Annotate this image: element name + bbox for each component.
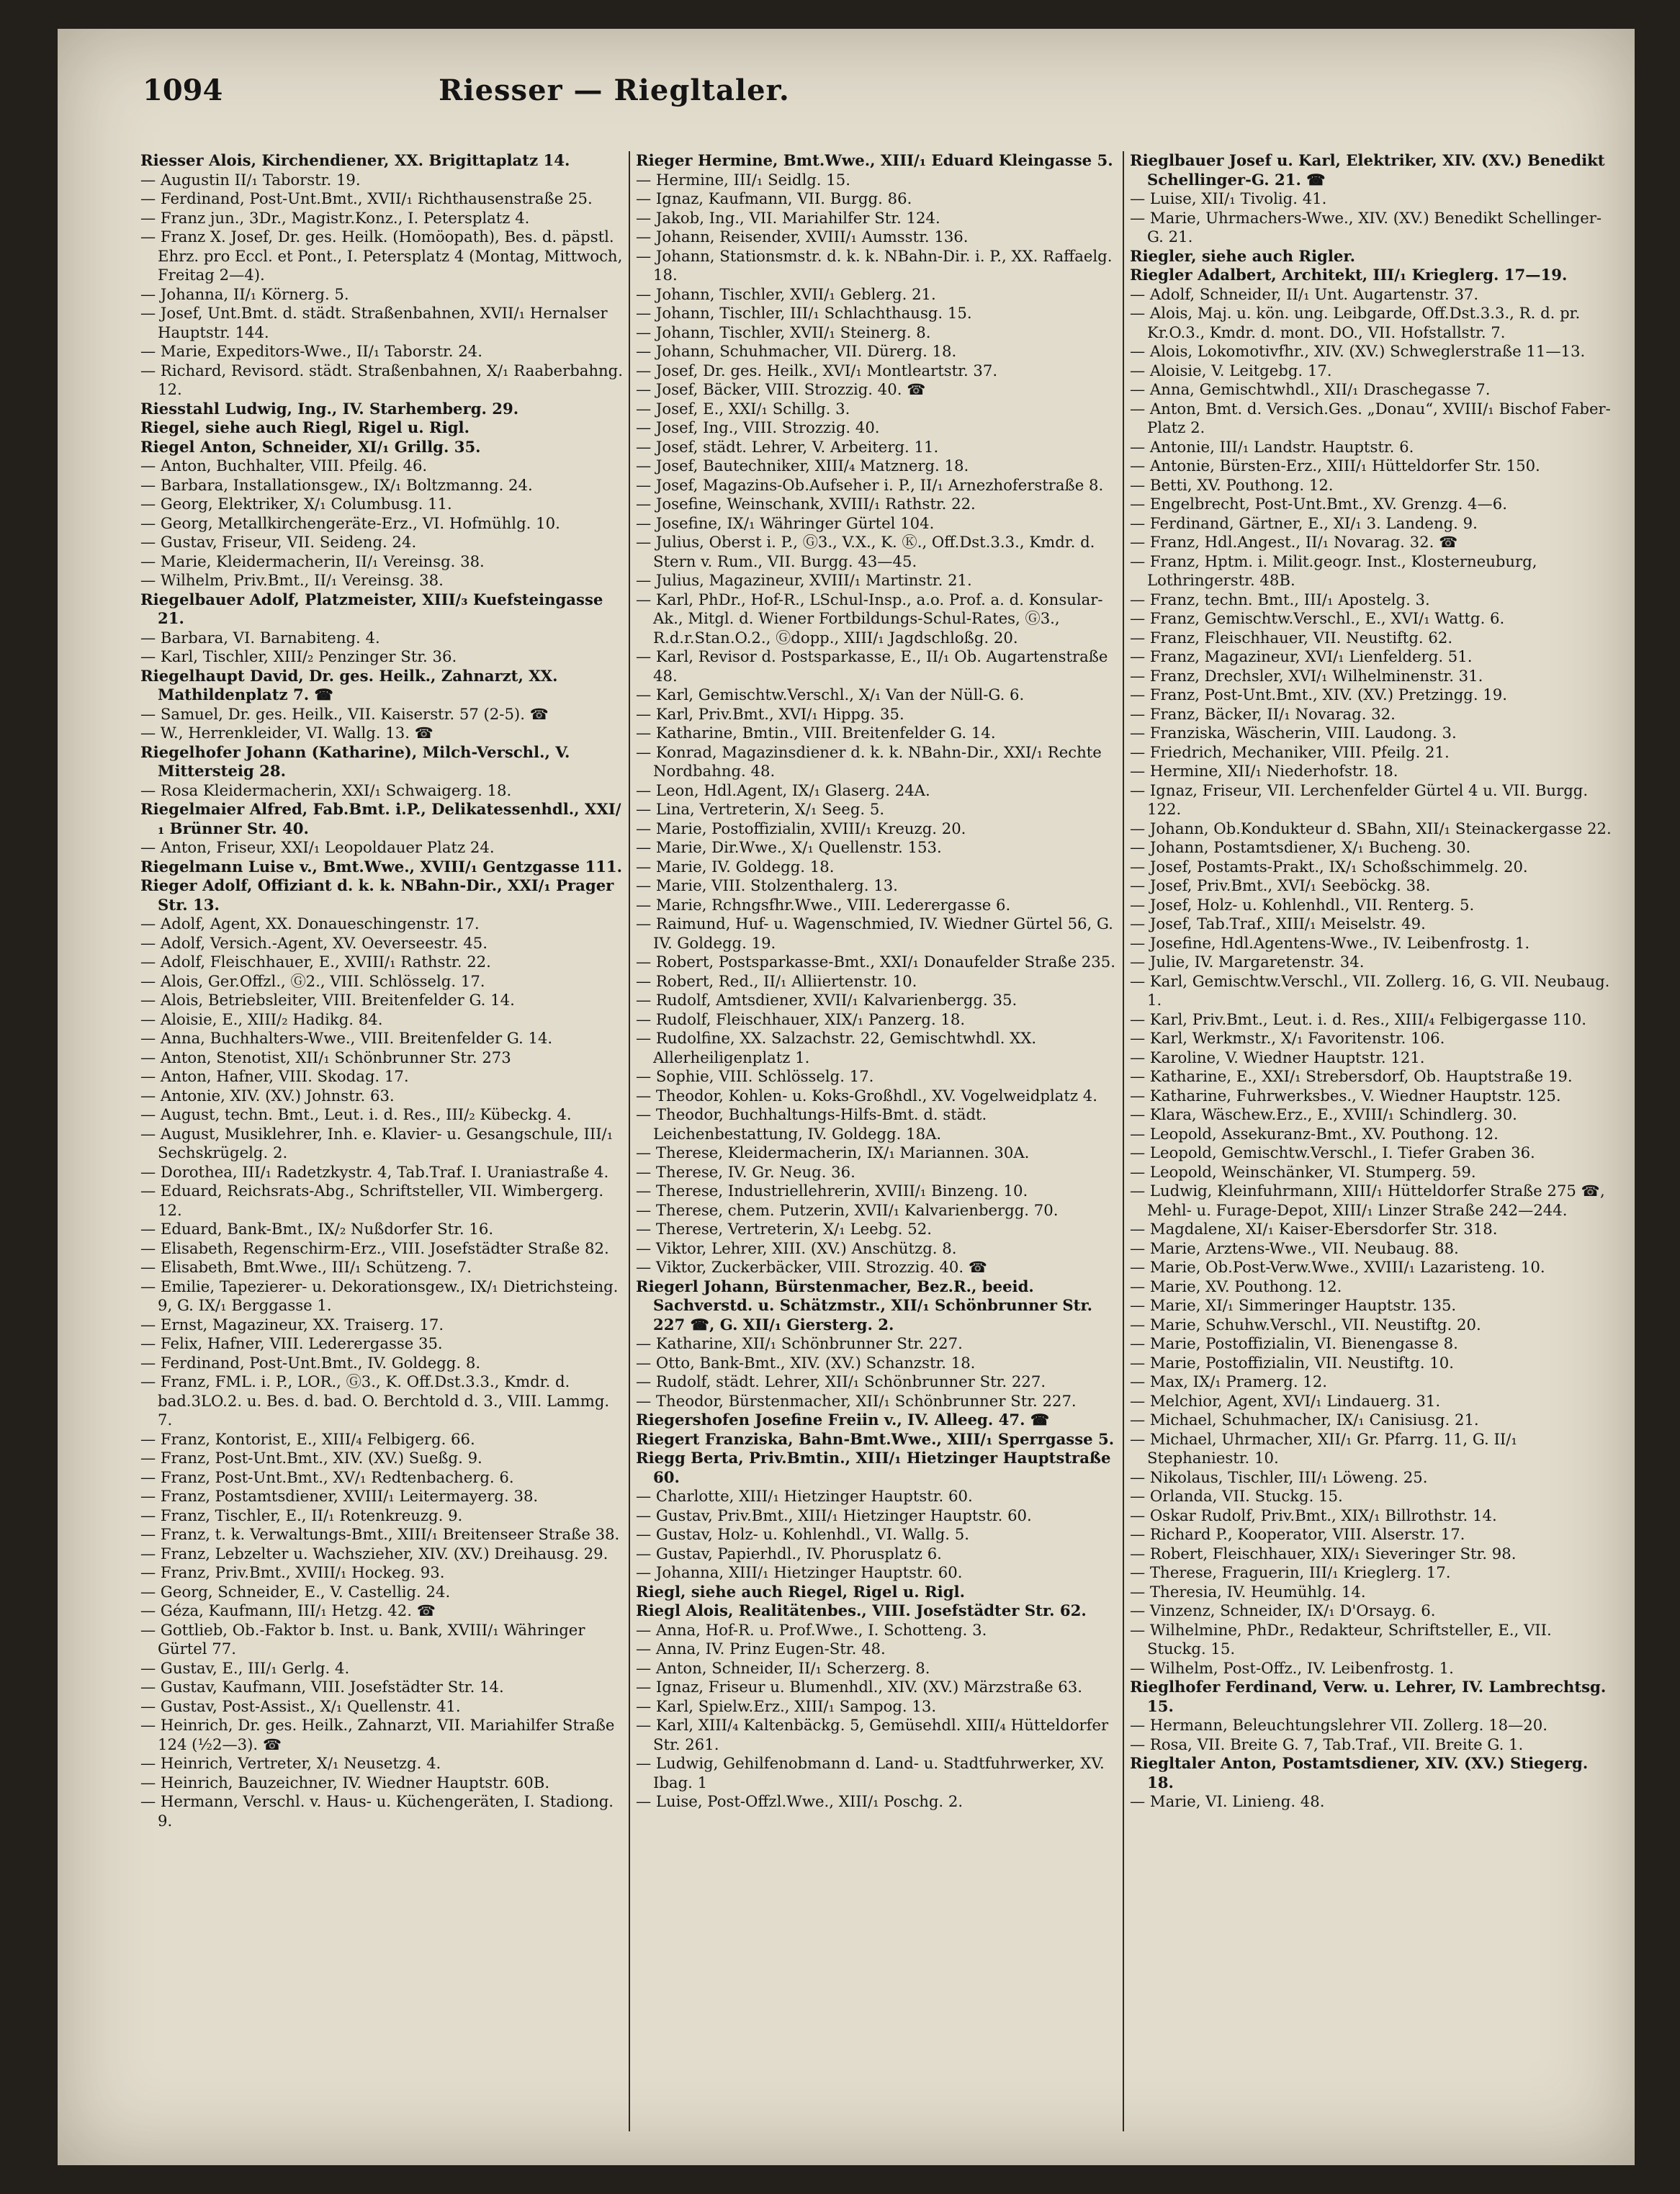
entry-line: — Theodor, Bürstenmacher, XII/₁ Schönbrunner Str. 227. bbox=[636, 1391, 1077, 1410]
entry-line: — Leon, Hdl.Agent, IX/₁ Glaserg. 24A. bbox=[636, 781, 930, 799]
entry-line: — Jakob, Ing., VII. Mariahilfer Str. 124. bbox=[636, 208, 940, 227]
entry-line: — Katharine, Fuhrwerksbes., V. Wiedner Hauptstr. 125. bbox=[1130, 1086, 1561, 1105]
entry-line: — Josef, Ing., VIII. Strozzig. 40. bbox=[636, 418, 880, 436]
surname-entry: Riesstahl Ludwig, Ing., IV. Starhemberg. 29. bbox=[140, 399, 519, 418]
entry-line: — Karl, Priv.Bmt., Leut. i. d. Res., XIII/₄ Felbigergasse 110. bbox=[1130, 1010, 1586, 1028]
entry-line: — Rosa Kleidermacherin, XXI/₁ Schwaigerg. 18. bbox=[140, 781, 512, 799]
surname-entry: Riegelmaier Alfred, Fab.Bmt. i.P., Delikatessenhdl., XXI/₁ Brünner Str. 40. bbox=[140, 800, 621, 837]
entry-line: — Franz, Magazineur, XVI/₁ Lienfelderg. 51. bbox=[1130, 647, 1473, 665]
entry-line: — Hermine, XII/₁ Niederhofstr. 18. bbox=[1130, 762, 1398, 780]
entry-line: — Georg, Schneider, E., V. Castellig. 24. bbox=[140, 1582, 451, 1601]
surname-entry: Riegler Adalbert, Architekt, III/₁ Krieglerg. 17—19. bbox=[1130, 266, 1568, 284]
surname-entry: Riegelmann Luise v., Bmt.Wwe., XVIII/₁ Gentzgasse 111. bbox=[140, 857, 623, 876]
entry-line: — Katharine, XII/₁ Schönbrunner Str. 227. bbox=[636, 1334, 963, 1352]
surname-entry: Rieglhofer Ferdinand, Verw. u. Lehrer, IV. Lambrechtsg. 15. bbox=[1130, 1678, 1607, 1715]
entry-line: — Therese, Vertreterin, X/₁ Leebg. 52. bbox=[636, 1220, 932, 1238]
entry-line: — Franz, Drechsler, XVI/₁ Wilhelminenstr. 31. bbox=[1130, 666, 1483, 685]
entry-line: — Anna, Gemischtwhdl., XII/₁ Draschegasse 7. bbox=[1130, 380, 1491, 398]
entry-line: — Franz, Priv.Bmt., XVIII/₁ Hockeg. 93. bbox=[140, 1563, 445, 1581]
entry-line: — Raimund, Huf- u. Wagenschmied, IV. Wiedner Gürtel 56, G. IV. Goldegg. 19. bbox=[636, 914, 1113, 952]
entry-line: — Leopold, Assekuranz-Bmt., XV. Pouthong. 12. bbox=[1130, 1124, 1499, 1143]
entry-line: — Karl, Tischler, XIII/₂ Penzinger Str. 36. bbox=[140, 647, 457, 665]
entry-line: — Gustav, Papierhdl., IV. Phorusplatz 6. bbox=[636, 1544, 942, 1563]
entry-line: — Anna, Buchhalters-Wwe., VIII. Breitenfelder G. 14. bbox=[140, 1029, 553, 1047]
entry-line: — Josef, Unt.Bmt. d. städt. Straßenbahnen, XVII/₁ Hernalser Hauptstr. 144. bbox=[140, 304, 608, 341]
entry-line: — Josefine, Weinschank, XVIII/₁ Rathstr. 22. bbox=[636, 495, 976, 513]
entry-line: — Karl, Revisor d. Postsparkasse, E., II/₁ Ob. Augartenstraße 48. bbox=[636, 647, 1108, 685]
entry-line: — Konrad, Magazinsdiener d. k. k. NBahn-Dir., XXI/₁ Rechte Nordbahng. 48. bbox=[636, 742, 1102, 780]
entry-line: — August, techn. Bmt., Leut. i. d. Res., III/₂ Kübeckg. 4. bbox=[140, 1105, 572, 1123]
entry-line: — Dorothea, III/₁ Radetzkystr. 4, Tab.Traf. I. Uraniastraße 4. bbox=[140, 1162, 609, 1181]
entry-line: — Johann, Stationsmstr. d. k. k. NBahn-Dir. i. P., XX. Raffaelg. 18. bbox=[636, 246, 1113, 284]
entry-line: — Gottlieb, Ob.-Faktor b. Inst. u. Bank, XVIII/₁ Währinger Gürtel 77. bbox=[140, 1620, 585, 1658]
entry-line: — Anton, Bmt. d. Versich.Ges. „Donau“, XVIII/₁ Bischof Faber-Platz 2. bbox=[1130, 399, 1611, 436]
entry-line: — Franz, Fleischhauer, VII. Neustiftg. 62. bbox=[1130, 628, 1453, 647]
entry-line: — Josef, Postamts-Prakt., IX/₁ Schoßschimmelg. 20. bbox=[1130, 857, 1528, 876]
entry-line: — Elisabeth, Regenschirm-Erz., VIII. Josefstädter Straße 82. bbox=[140, 1238, 609, 1257]
entry-line: — Therese, chem. Putzerin, XVII/₁ Kalvarienbergg. 70. bbox=[636, 1200, 1059, 1219]
entry-line: — Karl, Priv.Bmt., XVI/₁ Hippg. 35. bbox=[636, 704, 904, 723]
entry-line: — Anna, Hof-R. u. Prof.Wwe., I. Schotteng. 3. bbox=[636, 1620, 987, 1639]
entry-line: — Johann, Ob.Kondukteur d. SBahn, XII/₁ Steinackergasse 22. bbox=[1130, 819, 1612, 837]
entry-line: — Gustav, Friseur, VII. Seideng. 24. bbox=[140, 533, 417, 551]
entry-line: — Heinrich, Dr. ges. Heilk., Zahnarzt, VII. Mariahilfer Straße 124 (½2—3). ☎ bbox=[140, 1716, 615, 1753]
entry-line: — Hermann, Verschl. v. Haus- u. Küchengeräten, I. Stadiong. 9. bbox=[140, 1792, 614, 1830]
entry-line: — Eduard, Reichsrats-Abg., Schriftsteller, VII. Wimbergerg. 12. bbox=[140, 1182, 604, 1219]
entry-line: — Johann, Tischler, XVII/₁ Steinerg. 8. bbox=[636, 323, 931, 341]
entry-line: — Rudolf, städt. Lehrer, XII/₁ Schönbrunner Str. 227. bbox=[636, 1372, 1046, 1390]
entry-line: — Rudolf, Amtsdiener, XVII/₁ Kalvarienbergg. 35. bbox=[636, 991, 1018, 1009]
entry-line: — Anton, Schneider, II/₁ Scherzerg. 8. bbox=[636, 1658, 930, 1677]
entry-line: — Johann, Postamtsdiener, X/₁ Bucheng. 30. bbox=[1130, 838, 1471, 856]
entry-line: — Karl, Gemischtw.Verschl., VII. Zollerg. 16, G. VII. Neubaug. 1. bbox=[1130, 971, 1610, 1009]
surname-entry: Riegel Anton, Schneider, XI/₁ Grillg. 35. bbox=[140, 437, 481, 456]
surname-entry: Riegelhofer Johann (Katharine), Milch-Verschl., V. Mittersteig 28. bbox=[140, 742, 570, 780]
surname-entry: Riegerl Johann, Bürstenmacher, Bez.R., beeid. Sachverstd. u. Schätzmstr., XII/₁ Schönbrunner Str. 227 ☎, G. XII/₁ Giersterg. 2. bbox=[636, 1277, 1093, 1334]
entry-line: — Orlanda, VII. Stuckg. 15. bbox=[1130, 1487, 1343, 1505]
entry-line: — Michael, Schuhmacher, IX/₁ Canisiusg. 21. bbox=[1130, 1411, 1479, 1429]
entry-line: — Josef, Bäcker, VIII. Strozzig. 40. ☎ bbox=[636, 380, 926, 398]
entry-line: — Aloisie, V. Leitgebg. 17. bbox=[1130, 361, 1332, 379]
entry-line: — Franz, FML. i. P., LOR., Ⓖ3., K. Off.Dst.3.3., Kmdr. d. bad.3LO.2. u. Bes. d. bad. O. Berchtold d. 3., VIII. Lammg. 7. bbox=[140, 1372, 610, 1429]
entry-line: — Hermann, Beleuchtungslehrer VII. Zollerg. 18—20. bbox=[1130, 1716, 1548, 1734]
entry-line: — Julie, IV. Margaretenstr. 34. bbox=[1130, 953, 1365, 971]
page-header bbox=[143, 73, 1086, 117]
entry-line: — Ludwig, Kleinfuhrmann, XIII/₁ Hütteldorfer Straße 275 ☎, Mehl- u. Furage-Depot, XIII/₁ Linzer Straße 242—244. bbox=[1130, 1182, 1605, 1219]
entry-line: — Ferdinand, Post-Unt.Bmt., IV. Goldegg. 8. bbox=[140, 1353, 481, 1372]
entry-line: — Josef, Magazins-Ob.Aufseher i. P., II/₁ Arnezhoferstraße 8. bbox=[636, 475, 1104, 494]
entry-line: — Katharine, E., XXI/₁ Strebersdorf, Ob. Hauptstraße 19. bbox=[1130, 1067, 1573, 1085]
entry-line: — Oskar Rudolf, Priv.Bmt., XIX/₁ Billrothstr. 14. bbox=[1130, 1506, 1497, 1524]
entry-line: — August, Musiklehrer, Inh. e. Klavier- u. Gesangschule, III/₁ Sechskrügelg. 2. bbox=[140, 1124, 614, 1161]
entry-line: — Therese, Industriellehrerin, XVIII/₁ Binzeng. 10. bbox=[636, 1182, 1028, 1200]
entry-line: — Michael, Uhrmacher, XII/₁ Gr. Pfarrg. 11, G. II/₁ Stephaniestr. 10. bbox=[1130, 1429, 1517, 1467]
entry-line: — Hermine, III/₁ Seidlg. 15. bbox=[636, 170, 850, 189]
surname-entry: Rieger Hermine, Bmt.Wwe., XIII/₁ Eduard Kleingasse 5. bbox=[636, 151, 1113, 169]
entry-line: — Engelbrecht, Post-Unt.Bmt., XV. Grenzg. 4—6. bbox=[1130, 495, 1507, 513]
entry-line: — Wilhelm, Post-Offz., IV. Leibenfrostg. 1. bbox=[1130, 1658, 1454, 1677]
entry-line: — Marie, Rchngsfhr.Wwe., VIII. Lederergasse 6. bbox=[636, 895, 1011, 914]
entry-line: — Ernst, Magazineur, XX. Traiserg. 17. bbox=[140, 1315, 444, 1334]
entry-line: — Alois, Ger.Offzl., Ⓖ2., VIII. Schlösselg. 17. bbox=[140, 971, 485, 990]
surname-entry: Riegl, siehe auch Riegel, Rigel u. Rigl. bbox=[636, 1582, 965, 1601]
entry-line: — Wilhelm, Priv.Bmt., II/₁ Vereinsg. 38. bbox=[140, 571, 444, 589]
entry-line: — Richard P., Kooperator, VIII. Alserstr. 17. bbox=[1130, 1525, 1465, 1543]
entry-line: — Rosa, VII. Breite G. 7, Tab.Traf., VII. Breite G. 1. bbox=[1130, 1735, 1524, 1753]
entry-line: — Samuel, Dr. ges. Heilk., VII. Kaiserstr. 57 (2-5). ☎ bbox=[140, 704, 549, 723]
running-head: Riesser — Riegltaler. bbox=[439, 73, 790, 107]
entry-line: — Johann, Reisender, XVIII/₁ Aumsstr. 136. bbox=[636, 228, 969, 246]
entry-line: — Ferdinand, Gärtner, E., XI/₁ 3. Landeng. 9. bbox=[1130, 513, 1478, 532]
entry-line: — Adolf, Agent, XX. Donaueschingenstr. 17. bbox=[140, 914, 480, 932]
surname-entry: Riegler, siehe auch Rigler. bbox=[1130, 246, 1355, 265]
surname-entry: Rieger Adolf, Offiziant d. k. k. NBahn-Dir., XXI/₁ Prager Str. 13. bbox=[140, 876, 614, 914]
entry-line: — Elisabeth, Bmt.Wwe., III/₁ Schützeng. 7. bbox=[140, 1258, 472, 1276]
entry-line: — Leopold, Gemischtw.Verschl., I. Tiefer Graben 36. bbox=[1130, 1143, 1535, 1161]
surname-entry: Riegg Berta, Priv.Bmtin., XIII/₁ Hietzinger Hauptstraße 60. bbox=[636, 1449, 1111, 1486]
entry-line: — Franz, Post-Unt.Bmt., XIV. (XV.) Pretzingg. 19. bbox=[1130, 685, 1508, 703]
entry-line: — Felix, Hafner, VIII. Lederergasse 35. bbox=[140, 1334, 443, 1352]
entry-line: — Luise, Post-Offzl.Wwe., XIII/₁ Poschg. 2. bbox=[636, 1792, 963, 1810]
entry-line: — Josef, Bautechniker, XIII/₄ Matznerg. 18. bbox=[636, 457, 969, 475]
entry-line: — Heinrich, Vertreter, X/₁ Neusetzg. 4. bbox=[140, 1754, 441, 1772]
surname-entry: Riegershofen Josefine Freiin v., IV. Alleeg. 47. ☎ bbox=[636, 1411, 1050, 1429]
entry-line: — Marie, Expeditors-Wwe., II/₁ Taborstr. 24. bbox=[140, 342, 482, 360]
entry-line: — Theresia, IV. Heumühlg. 14. bbox=[1130, 1582, 1366, 1601]
entry-line: — Adolf, Versich.-Agent, XV. Oeverseestr. 45. bbox=[140, 933, 488, 952]
entry-line: — Sophie, VIII. Schlösselg. 17. bbox=[636, 1067, 874, 1085]
entry-line: — Johann, Tischler, XVII/₁ Geblerg. 21. bbox=[636, 284, 936, 303]
page-number: 1094 bbox=[143, 73, 223, 107]
entry-line: — Franz, t. k. Verwaltungs-Bmt., XIII/₁ Breitenseer Straße 38. bbox=[140, 1525, 620, 1543]
entry-line: — Klara, Wäschew.Erz., E., XVIII/₁ Schindlerg. 30. bbox=[1130, 1105, 1517, 1123]
entry-line: — Gustav, Priv.Bmt., XIII/₁ Hietzinger Hauptstr. 60. bbox=[636, 1506, 1032, 1524]
entry-line: — Franz, Tischler, E., II/₁ Rotenkreuzg. 9. bbox=[140, 1506, 463, 1524]
entry-line: — Franz, Lebzelter u. Wachszieher, XIV. (XV.) Dreihausg. 29. bbox=[140, 1544, 608, 1563]
entry-line: — Karl, PhDr., Hof-R., LSchul-Insp., a.o. Prof. a. d. Konsular-Ak., Mitgl. d. Wiener Fortbildungs-Schul-Rates, Ⓖ3., R.d.r.Stan.O.2., Ⓖdopp., XIII/₁ Jagdschloßg. 20. bbox=[636, 590, 1103, 647]
entry-line: — Anton, Hafner, VIII. Skodag. 17. bbox=[140, 1067, 409, 1085]
entry-line: — Josef, Priv.Bmt., XVI/₁ Seeböckg. 38. bbox=[1130, 876, 1431, 894]
entry-line: — Alois, Maj. u. kön. ung. Leibgarde, Off.Dst.3.3., R. d. pr. Kr.O.3., Kmdr. d. mont. DO., VII. Hofstallstr. 7. bbox=[1130, 304, 1581, 341]
entry-line: — Marie, Kleidermacherin, II/₁ Vereinsg. 38. bbox=[140, 552, 485, 570]
entry-line: — Adolf, Schneider, II/₁ Unt. Augartenstr. 37. bbox=[1130, 284, 1479, 303]
entry-line: — Karl, Gemischtw.Verschl., X/₁ Van der Nüll-G. 6. bbox=[636, 685, 1025, 703]
entry-line: — Marie, Schuhw.Verschl., VII. Neustiftg. 20. bbox=[1130, 1315, 1481, 1334]
column-divider bbox=[629, 151, 630, 2131]
entry-line: — Theodor, Kohlen- u. Koks-Großhdl., XV. Vogelweidplatz 4. bbox=[636, 1086, 1097, 1105]
entry-line: — Johanna, II/₁ Körnerg. 5. bbox=[140, 284, 349, 303]
entry-line: — Marie, VIII. Stolzenthalerg. 13. bbox=[636, 876, 898, 894]
entry-line: — Franz, Hptm. i. Milit.geogr. Inst., Klosterneuburg, Lothringerstr. 48B. bbox=[1130, 552, 1537, 589]
entry-line: — Wilhelmine, PhDr., Redakteur, Schriftsteller, E., VII. Stuckg. 15. bbox=[1130, 1620, 1552, 1658]
entry-line: — Marie, Arztens-Wwe., VII. Neubaug. 88. bbox=[1130, 1238, 1459, 1257]
surname-entry: Riesser Alois, Kirchendiener, XX. Brigittaplatz 14. bbox=[140, 151, 570, 169]
entry-line: — Franz X. Josef, Dr. ges. Heilk. (Homöopath), Bes. d. päpstl. Ehrz. pro Eccl. et Pont., I. Petersplatz 4 (Montag, Mittwoch, Freitag 2—4). bbox=[140, 228, 623, 284]
entry-line: — Magdalene, XI/₁ Kaiser-Ebersdorfer Str. 318. bbox=[1130, 1220, 1498, 1238]
surname-entry: Riegl Alois, Realitätenbes., VIII. Josefstädter Str. 62. bbox=[636, 1601, 1087, 1619]
entry-line: — Nikolaus, Tischler, III/₁ Löweng. 25. bbox=[1130, 1467, 1428, 1486]
entry-line: — Therese, Kleidermacherin, IX/₁ Mariannen. 30A. bbox=[636, 1143, 1030, 1161]
entry-line: — Adolf, Fleischhauer, E., XVIII/₁ Rathstr. 22. bbox=[140, 953, 491, 971]
column-2 bbox=[636, 151, 1122, 1812]
entry-line: — Vinzenz, Schneider, IX/₁ D'Orsayg. 6. bbox=[1130, 1601, 1436, 1619]
entry-line: — Antonie, III/₁ Landstr. Hauptstr. 6. bbox=[1130, 437, 1414, 456]
entry-line: — Julius, Oberst i. P., Ⓖ3., V.X., K. Ⓚ., Off.Dst.3.3., Kmdr. d. Stern v. Rum., VII. Burgg. 43—45. bbox=[636, 533, 1095, 570]
entry-line: — Otto, Bank-Bmt., XIV. (XV.) Schanzstr. 18. bbox=[636, 1353, 976, 1372]
entry-line: — Lina, Vertreterin, X/₁ Seeg. 5. bbox=[636, 800, 885, 818]
entry-line: — Marie, Dir.Wwe., X/₁ Quellenstr. 153. bbox=[636, 838, 942, 856]
column-divider bbox=[1123, 151, 1124, 2131]
entry-line: — Marie, XV. Pouthong. 12. bbox=[1130, 1277, 1342, 1295]
entry-line: — Georg, Elektriker, X/₁ Columbusg. 11. bbox=[140, 495, 452, 513]
entry-line: — Anton, Stenotist, XII/₁ Schönbrunner Str. 273 bbox=[140, 1048, 511, 1066]
entry-line: — Alois, Lokomotivfhr., XIV. (XV.) Schweglerstraße 11—13. bbox=[1130, 342, 1586, 360]
entry-line: — Franz, Gemischtw.Verschl., E., XVI/₁ Wattg. 6. bbox=[1130, 609, 1505, 627]
surname-entry: Riegert Franziska, Bahn-Bmt.Wwe., XIII/₁ Sperrgasse 5. bbox=[636, 1429, 1115, 1448]
entry-line: — Anna, IV. Prinz Eugen-Str. 48. bbox=[636, 1640, 886, 1658]
entry-line: — Antonie, XIV. (XV.) Johnstr. 63. bbox=[140, 1086, 395, 1105]
entry-line: — Viktor, Zuckerbäcker, VIII. Strozzig. 40. ☎ bbox=[636, 1258, 988, 1276]
entry-line: — Robert, Postsparkasse-Bmt., XXI/₁ Donaufelder Straße 235. bbox=[636, 953, 1115, 971]
entry-line: — Josef, Dr. ges. Heilk., XVI/₁ Montleartstr. 37. bbox=[636, 361, 998, 379]
entry-line: — Franz jun., 3Dr., Magistr.Konz., I. Petersplatz 4. bbox=[140, 208, 530, 227]
entry-line: — Franz, Post-Unt.Bmt., XV/₁ Redtenbacherg. 6. bbox=[140, 1467, 514, 1486]
entry-line: — Betti, XV. Pouthong. 12. bbox=[1130, 475, 1334, 494]
entry-line: — Therese, Fraguerin, III/₁ Krieglerg. 17. bbox=[1130, 1563, 1451, 1581]
entry-line: — Géza, Kaufmann, III/₁ Hetzg. 42. ☎ bbox=[140, 1601, 436, 1619]
entry-line: — Charlotte, XIII/₁ Hietzinger Hauptstr. 60. bbox=[636, 1487, 973, 1505]
entry-line: — Melchior, Agent, XVI/₁ Lindauerg. 31. bbox=[1130, 1391, 1441, 1410]
entry-line: — Rudolf, Fleischhauer, XIX/₁ Panzerg. 18. bbox=[636, 1010, 966, 1028]
entry-line: — Franz, Postamtsdiener, XVIII/₁ Leitermayerg. 38. bbox=[140, 1487, 539, 1505]
column-3 bbox=[1130, 151, 1612, 1812]
entry-line: — Rudolfine, XX. Salzachstr. 22, Gemischtwhdl. XX. Allerheiligenplatz 1. bbox=[636, 1029, 1037, 1066]
column-1 bbox=[140, 151, 626, 1830]
entry-line: — Josef, Tab.Traf., XIII/₁ Meiselstr. 49. bbox=[1130, 914, 1426, 932]
entry-line: — Alois, Betriebsleiter, VIII. Breitenfelder G. 14. bbox=[140, 991, 515, 1009]
entry-line: — Leopold, Weinschänker, VI. Stumperg. 59. bbox=[1130, 1162, 1476, 1181]
directory-page bbox=[58, 29, 1635, 2165]
entry-line: — Max, IX/₁ Pramerg. 12. bbox=[1130, 1372, 1327, 1390]
entry-line: — Franz, Post-Unt.Bmt., XIV. (XV.) Sueßg. 9. bbox=[140, 1449, 482, 1467]
entry-line: — Marie, IV. Goldegg. 18. bbox=[636, 857, 835, 876]
entry-line: — Marie, VI. Linieng. 48. bbox=[1130, 1792, 1325, 1810]
entry-line: — Johann, Tischler, III/₁ Schlachthausg. 15. bbox=[636, 304, 972, 322]
surname-entry: Riegelhaupt David, Dr. ges. Heilk., Zahnarzt, XX. Mathildenplatz 7. ☎ bbox=[140, 666, 558, 703]
entry-line: — Anton, Buchhalter, VIII. Pfeilg. 46. bbox=[140, 457, 428, 475]
entry-line: — Franz, Kontorist, E., XIII/₄ Felbigerg. 66. bbox=[140, 1429, 475, 1448]
entry-line: — Johanna, XIII/₁ Hietzinger Hauptstr. 60. bbox=[636, 1563, 963, 1581]
entry-line: — Theodor, Buchhaltungs-Hilfs-Bmt. d. städt. Leichenbestattung, IV. Goldegg. 18A. bbox=[636, 1105, 987, 1143]
entry-line: — W., Herrenkleider, VI. Wallg. 13. ☎ bbox=[140, 724, 434, 742]
entry-line: — Josef, E., XXI/₁ Schillg. 3. bbox=[636, 399, 850, 418]
entry-line: — Marie, XI/₁ Simmeringer Hauptstr. 135. bbox=[1130, 1296, 1457, 1314]
entry-line: — Franz, techn. Bmt., III/₁ Apostelg. 3. bbox=[1130, 590, 1430, 608]
entry-line: — Augustin II/₁ Taborstr. 19. bbox=[140, 170, 361, 189]
entry-line: — Aloisie, E., XIII/₂ Hadikg. 84. bbox=[140, 1010, 383, 1028]
entry-line: — Franziska, Wäscherin, VIII. Laudong. 3. bbox=[1130, 724, 1457, 742]
entry-line: — Emilie, Tapezierer- u. Dekorationsgew., IX/₁ Dietrichsteing. 9, G. IX/₁ Berggasse 1. bbox=[140, 1277, 619, 1314]
entry-line: — Gustav, Post-Assist., X/₁ Quellenstr. 41. bbox=[140, 1696, 461, 1715]
surname-entry: Riegltaler Anton, Postamtsdiener, XIV. (XV.) Stiegerg. 18. bbox=[1130, 1754, 1589, 1791]
entry-line: — Marie, Ob.Post-Verw.Wwe., XVIII/₁ Lazaristeng. 10. bbox=[1130, 1258, 1545, 1276]
entry-line: — Therese, IV. Gr. Neug. 36. bbox=[636, 1162, 855, 1181]
entry-line: — Barbara, Installationsgew., IX/₁ Boltzmanng. 24. bbox=[140, 475, 533, 494]
entry-line: — Karl, XIII/₄ Kaltenbäckg. 5, Gemüsehdl. XIII/₄ Hütteldorfer Str. 261. bbox=[636, 1716, 1109, 1753]
entry-line: — Luise, XII/₁ Tivolig. 41. bbox=[1130, 189, 1327, 207]
entry-line: — Josefine, Hdl.Agentens-Wwe., IV. Leibenfrostg. 1. bbox=[1130, 933, 1530, 952]
entry-line: — Josef, Holz- u. Kohlenhdl., VII. Renterg. 5. bbox=[1130, 895, 1475, 914]
entry-line: — Gustav, Kaufmann, VIII. Josefstädter Str. 14. bbox=[140, 1678, 504, 1696]
entry-line: — Robert, Red., II/₁ Alliiertenstr. 10. bbox=[636, 971, 917, 990]
entry-line: — Robert, Fleischhauer, XIX/₁ Sieveringer Str. 98. bbox=[1130, 1544, 1517, 1563]
surname-entry: Riegel, siehe auch Riegl, Rigel u. Rigl. bbox=[140, 418, 470, 436]
entry-line: — Richard, Revisord. städt. Straßenbahnen, X/₁ Raaberbahng. 12. bbox=[140, 361, 623, 398]
entry-line: — Ignaz, Friseur u. Blumenhdl., XIV. (XV.) Märzstraße 63. bbox=[636, 1678, 1082, 1696]
entry-line: — Johann, Schuhmacher, VII. Dürerg. 18. bbox=[636, 342, 957, 360]
entry-line: — Anton, Friseur, XXI/₁ Leopoldauer Platz 24. bbox=[140, 838, 495, 856]
entry-line: — Ignaz, Friseur, VII. Lerchenfelder Gürtel 4 u. VII. Burgg. 122. bbox=[1130, 781, 1589, 818]
entry-line: — Eduard, Bank-Bmt., IX/₂ Nußdorfer Str. 16. bbox=[140, 1220, 494, 1238]
entry-line: — Karl, Spielw.Erz., XIII/₁ Sampog. 13. bbox=[636, 1696, 937, 1715]
entry-line: — Friedrich, Mechaniker, VIII. Pfeilg. 21. bbox=[1130, 742, 1450, 761]
entry-line: — Georg, Metallkirchengeräte-Erz., VI. Hofmühlg. 10. bbox=[140, 513, 560, 532]
entry-line: — Ludwig, Gehilfenobmann d. Land- u. Stadtfuhrwerker, XV. Ibag. 1 bbox=[636, 1754, 1105, 1791]
entry-line: — Franz, Hdl.Angest., II/₁ Novarag. 32. ☎ bbox=[1130, 533, 1458, 551]
entry-line: — Julius, Magazineur, XVIII/₁ Martinstr. 21. bbox=[636, 571, 972, 589]
entry-line: — Heinrich, Bauzeichner, IV. Wiedner Hauptstr. 60B. bbox=[140, 1773, 550, 1791]
entry-line: — Franz, Bäcker, II/₁ Novarag. 32. bbox=[1130, 704, 1396, 723]
entry-line: — Viktor, Lehrer, XIII. (XV.) Anschützg. 8. bbox=[636, 1238, 957, 1257]
entry-line: — Marie, Postoffizialin, XVIII/₁ Kreuzg. 20. bbox=[636, 819, 966, 837]
entry-line: — Ferdinand, Post-Unt.Bmt., XVII/₁ Richthausenstraße 25. bbox=[140, 189, 593, 207]
entry-line: — Katharine, Bmtin., VIII. Breitenfelder G. 14. bbox=[636, 724, 996, 742]
entry-line: — Barbara, VI. Barnabiteng. 4. bbox=[140, 628, 380, 647]
surname-entry: Riegelbauer Adolf, Platzmeister, XIII/₃ Kuefsteingasse 21. bbox=[140, 590, 603, 627]
entry-line: — Karl, Werkmstr., X/₁ Favoritenstr. 106. bbox=[1130, 1029, 1445, 1047]
entry-line: — Ignaz, Kaufmann, VII. Burgg. 86. bbox=[636, 189, 912, 207]
entry-line: — Marie, Postoffizialin, VI. Bienengasse 8. bbox=[1130, 1334, 1458, 1352]
entry-line: — Marie, Uhrmachers-Wwe., XIV. (XV.) Benedikt Schellinger-G. 21. bbox=[1130, 208, 1602, 246]
entry-line: — Gustav, Holz- u. Kohlenhdl., VI. Wallg. 5. bbox=[636, 1525, 969, 1543]
entry-line: — Karoline, V. Wiedner Hauptstr. 121. bbox=[1130, 1048, 1425, 1066]
entry-line: — Gustav, E., III/₁ Gerlg. 4. bbox=[140, 1658, 350, 1677]
entry-line: — Antonie, Bürsten-Erz., XIII/₁ Hütteldorfer Str. 150. bbox=[1130, 457, 1540, 475]
entry-line: — Josef, städt. Lehrer, V. Arbeiterg. 11. bbox=[636, 437, 939, 456]
entry-line: — Josefine, IX/₁ Währinger Gürtel 104. bbox=[636, 513, 935, 532]
surname-entry: Rieglbauer Josef u. Karl, Elektriker, XIV. (XV.) Benedikt Schellinger-G. 21. ☎ bbox=[1130, 151, 1605, 189]
entry-line: — Marie, Postoffizialin, VII. Neustiftg. 10. bbox=[1130, 1353, 1455, 1372]
